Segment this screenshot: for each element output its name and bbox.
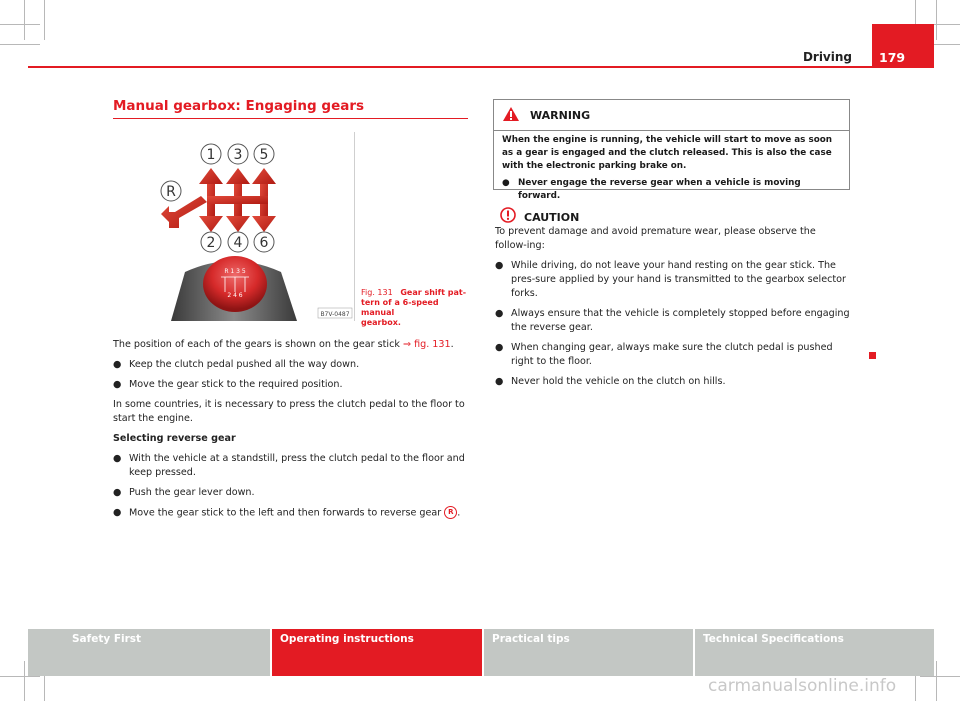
knob-pattern — [221, 277, 249, 292]
page-number: 179 — [872, 24, 934, 68]
crop-mark — [0, 44, 40, 45]
footer-tab-practical-tips[interactable] — [484, 629, 693, 676]
figure-caption-line2: tern of a 6-speed manual — [361, 298, 439, 317]
figure-code: B7V-0487 — [320, 311, 350, 318]
footer-tab-label: Operating instructions — [280, 633, 414, 645]
list-item: ● Never hold the vehicle on the clutch on hills. — [495, 376, 726, 387]
crop-mark — [44, 0, 45, 40]
intro-paragraph: The position of each of the gears is shown on the gear stick ⇒ fig. 131. — [113, 339, 454, 350]
list-item: ● Push the gear lever down. — [113, 487, 255, 498]
warning-title: WARNING — [530, 109, 591, 122]
subheading-reverse-gear: Selecting reverse gear — [113, 433, 236, 444]
figure-caption-number: Fig. 131 — [361, 288, 393, 297]
warning-triangle-icon — [502, 106, 520, 122]
section-rule — [113, 118, 468, 119]
chapter-title: Driving — [802, 50, 852, 64]
bullet-icon: ● — [495, 342, 504, 353]
reverse-gear-badge: R — [444, 506, 457, 519]
list-item: ● While driving, do not leave your hand resting on the gear stick. The pres-sure applied by your hand is transmitted to the gearbox selector forks. — [495, 260, 846, 299]
caution-icon — [500, 207, 516, 223]
crop-mark — [936, 661, 937, 701]
gear-label-reverse: R — [166, 184, 176, 200]
crop-mark — [24, 0, 25, 40]
section-end-marker — [869, 352, 876, 359]
watermark: carmanualsonline.info — [708, 676, 897, 696]
list-item: ● Move the gear stick to the left and then forwards to reverse gear R . — [113, 507, 461, 519]
bullet-icon: ● — [113, 453, 122, 464]
crop-mark — [0, 24, 40, 25]
gear-label-3: 3 — [233, 147, 243, 163]
footer-tab-label: Safety First — [72, 633, 142, 645]
figure-caption-line3: gearbox. — [361, 318, 401, 327]
header-rule — [28, 66, 934, 68]
gear-label-4: 4 — [233, 235, 243, 251]
warning-text: When the engine is running, the vehicle will start to move as soon as a gear is engaged and the clutch released. This is also the case with the electronic parking brake on. — [502, 135, 833, 171]
crop-mark — [936, 0, 937, 40]
crop-mark — [24, 661, 25, 701]
gear-label-2: 2 — [206, 235, 216, 251]
gear-shift-illustration — [113, 132, 354, 321]
gear-label-5: 5 — [259, 147, 269, 163]
gear-label-6: 6 — [259, 235, 269, 251]
caution-intro: To prevent damage and avoid premature wear, please observe the follow-ing: — [495, 226, 816, 251]
body-text — [113, 338, 468, 527]
bullet-icon: ● — [495, 260, 504, 271]
warning-body — [494, 131, 849, 203]
list-item: ● When changing gear, always make sure the clutch pedal is pushed right to the floor. — [495, 342, 833, 367]
figure-reference-link[interactable]: ⇒ fig. 131 — [402, 339, 451, 350]
footer-tab-technical-specifications[interactable] — [695, 629, 934, 676]
list-item: ● Keep the clutch pedal pushed all the way down. — [113, 359, 360, 370]
gear-shift-figure — [113, 132, 355, 321]
shift-pattern-arrows — [161, 168, 276, 232]
bullet-icon: ● — [113, 487, 122, 498]
gear-label-1: 1 — [206, 147, 216, 163]
caution-title: CAUTION — [524, 211, 580, 224]
figure-caption — [361, 288, 471, 328]
footer-tab-operating-instructions[interactable] — [272, 629, 482, 676]
crop-mark — [0, 676, 40, 677]
figure-caption-line1: Gear shift pat- — [400, 288, 467, 297]
section-title: Manual gearbox: Engaging gears — [113, 98, 365, 114]
bullet-icon: ● — [495, 376, 504, 387]
bullet-icon: ● — [113, 379, 122, 390]
knob-top-label: R 1 3 5 — [224, 268, 246, 275]
bullet-icon: ● — [502, 178, 510, 188]
list-item: ● Never engage the reverse gear when a vehicle is moving forward. — [502, 178, 801, 201]
footer-tab-label: Practical tips — [492, 633, 570, 645]
bullet-icon: ● — [495, 308, 504, 319]
bullet-icon: ● — [113, 359, 122, 370]
bullet-icon: ● — [113, 507, 122, 518]
crop-mark — [920, 676, 960, 677]
knob-bottom-label: 2 4 6 — [227, 292, 243, 299]
list-item: ● Move the gear stick to the required position. — [113, 379, 343, 390]
warning-header — [494, 100, 849, 131]
body-paragraph: In some countries, it is necessary to press the clutch pedal to the floor to start the engine. — [113, 399, 465, 424]
footer-tab-safety-first[interactable] — [28, 629, 270, 676]
list-item: ● With the vehicle at a standstill, press the clutch pedal to the floor and keep pressed. — [113, 453, 465, 478]
caution-body — [495, 225, 850, 395]
warning-box — [493, 99, 850, 201]
footer-tab-label: Technical Specifications — [703, 633, 844, 645]
list-item: ● Always ensure that the vehicle is completely stopped before engaging the reverse gear. — [495, 308, 850, 333]
